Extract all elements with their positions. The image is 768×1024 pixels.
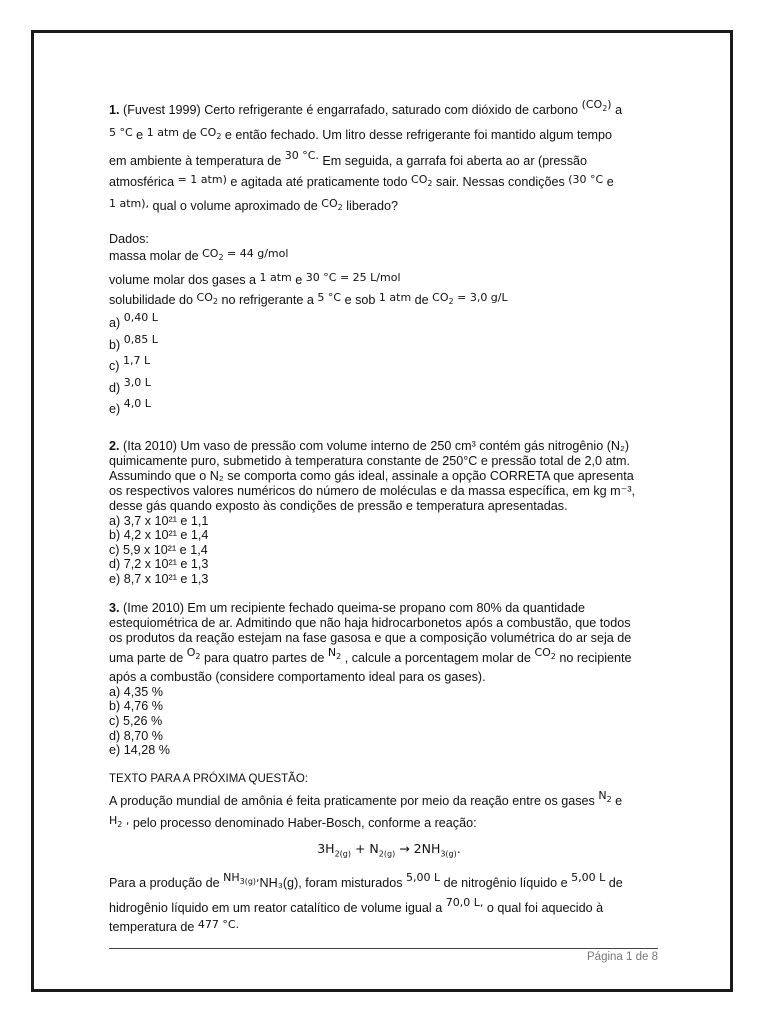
question-3: 3. (Ime 2010) Em um recipiente fechado queima-se propano com 80% da quantidade estequiométrica de ar. Admitindo que não haja hidrocarbonetos após a combustão, que todos os produtos da reação estejam na fase gasosa e que a composição volumétrica do ar seja de uma parte de $O_2$ para quatro partes de $N_2$ , calcule a porcentagem molar de $CO_2$ no recipiente após a combustão (considere comportamento ideal para os gases). a) 4,35 % b) 4,76 % c) 5,26 % d) 8,70 % e) 14,28 % <box>109 601 669 758</box>
option-c: c) 5,9 x 10²¹ e 1,4 <box>109 542 208 557</box>
option-e: e) 4,0 L <box>109 397 151 417</box>
question-number: 1. <box>109 103 120 117</box>
option-e: e) 14,28 % <box>109 743 170 758</box>
option-d: d) 7,2 x 10²¹ e 1,3 <box>109 557 209 572</box>
question-4: TEXTO PARA A PRÓXIMA QUESTÃO: A produção mundial de amônia é feita praticamente por meio da reação entre os gases $N_2$ e $H_2$ , pelo processo denominado Haber-Bosch, conforme a reação: $3H_{2(g)} + N_{2(g)} \to 2NH_{3(g)}$. Para a produção de $NH_{3(g)},NH_3(g)$, foram misturados 5,00 L de nitrogênio líquido e 5,00 L de hidrogênio líquido em um reator catalítico de volume igual a 70,0 L, o qual foi aquecido à temperatura de 477 °C. <box>109 772 669 935</box>
page-number: Página 1 de 8 <box>587 951 658 963</box>
question-number: 3. <box>109 600 120 615</box>
question-1-options <box>109 313 669 421</box>
section-heading: TEXTO PARA A PRÓXIMA QUESTÃO: <box>109 772 308 785</box>
option-a: a) 4,35 % <box>109 684 163 699</box>
option-e: e) 8,7 x 10²¹ e 1,3 <box>109 572 209 586</box>
footer-divider <box>109 948 658 949</box>
option-a: a) 3,7 x 10²¹ e 1,1 <box>109 513 209 528</box>
question-1: 1. (Fuvest 1999) Certo refrigerante é engarrafado, saturado com dióxido de carbono $(CO_2)$ a 5 °C e 1 atm de $CO_2$ e então fechado. Um litro desse refrigerante foi mantido algum tempo em ambiente à temperatura de 30 °C. Em seguida, a garrafa foi aberta ao ar (pressão atmosférica = 1 atm) e agitada até praticamente todo $CO_2$ sair. Nessas condições (30 °C e 1 atm), qual o volume aproximado de $CO_2$ liberado? Dados: massa molar de $CO_2 = 44$ g/mol volume molar dos gases a 1 atm e 30 °C = 25 L/mol solubilidade do $CO_2$ no refrigerante a 5 °C e sob 1 atm de $CO_2 = 3,0$ g/L a) 0,40 L b) 0,85 L c) 1,7 L d) 3,0 L e) 4,0 L <box>109 103 669 421</box>
option-c: c) 1,7 L <box>109 354 151 374</box>
dados-heading: Dados: <box>109 231 149 246</box>
question-number: 2. <box>109 438 120 453</box>
option-d: d) 3,0 L <box>109 375 151 395</box>
reaction-equation: $3H_{2(g)} + N_{2(g)} \to 2NH_{3(g)}$. <box>317 841 461 859</box>
document-body <box>109 96 669 935</box>
question-2: 2. (Ita 2010) Um vaso de pressão com volume interno de 250 cm³ contém gás nitrogênio (N₂) quimicamente puro, submetido à temperatura constante de 250°C e pressão total de 2,0 atm. Assumindo que o N₂ se comporta como gás ideal, assinale a opção CORRETA que apresenta os respectivos valores numéricos do número de moléculas e da massa específica, em kg m⁻³, desse gás quando exposto às condições de pressão e temperatura apresentadas. a) 3,7 x 10²¹ e 1,1 b) 4,2 x 10²¹ e 1,4 c) 5,9 x 10²¹ e 1,4 d) 7,2 x 10²¹ e 1,3 e) 8,7 x 10²¹ e 1,3 <box>109 439 669 587</box>
option-c: c) 5,26 % <box>109 713 163 728</box>
option-d: d) 8,70 % <box>109 728 163 743</box>
option-b: b) 4,76 % <box>109 699 163 714</box>
option-a: a) 0,40 L <box>109 311 158 331</box>
option-b: b) 4,2 x 10²¹ e 1,4 <box>109 528 209 543</box>
option-b: b) 0,85 L <box>109 332 158 352</box>
